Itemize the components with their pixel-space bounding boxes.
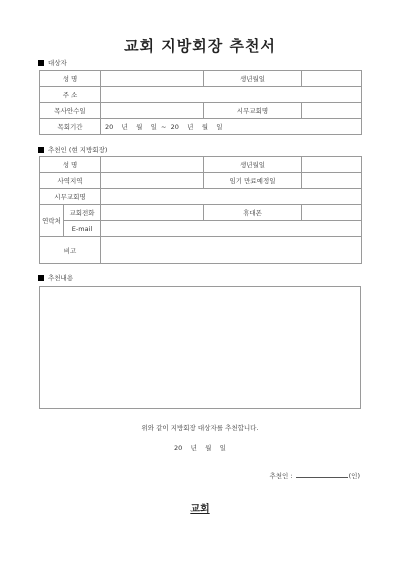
recommendation-sentence: 위와 같이 지방회장 대상자를 추천합니다. (141, 424, 259, 432)
recommender-contact-label: 연락처 (40, 205, 64, 237)
square-bullet-icon (38, 275, 44, 281)
candidate-birth-label: 생년월일 (204, 71, 302, 87)
table-row (40, 103, 362, 119)
church-name: 교회 (190, 504, 210, 515)
recommender-name-field[interactable] (101, 157, 204, 173)
table-row (40, 237, 362, 264)
candidate-name-field[interactable] (101, 71, 204, 87)
candidate-term-label: 목회기간 (40, 119, 101, 135)
recommender-mobile-field[interactable] (302, 205, 362, 221)
candidate-section-heading (38, 58, 67, 67)
table-row (40, 87, 362, 103)
candidate-name-label: 성 명 (40, 71, 101, 87)
candidate-address-field[interactable] (101, 87, 362, 103)
recommender-church-label: 시무교회명 (40, 189, 101, 205)
candidate-address-label: 주 소 (40, 87, 101, 103)
candidate-church-field[interactable] (302, 103, 362, 119)
recommender-birth-field[interactable] (302, 157, 362, 173)
recommender-section-heading (38, 145, 107, 154)
table-row (40, 189, 362, 205)
candidate-ordination-field[interactable] (101, 103, 204, 119)
table-row (40, 205, 362, 221)
content-section-heading (38, 273, 73, 282)
candidate-table (39, 70, 362, 135)
table-row (40, 157, 362, 173)
content-heading-text: 추천내용 (48, 274, 74, 282)
recommender-mobile-label: 휴대폰 (204, 205, 302, 221)
recommender-signature-blank[interactable] (296, 471, 348, 478)
candidate-ordination-label: 목사안수일 (40, 103, 101, 119)
recommender-region-field[interactable] (101, 173, 204, 189)
recommender-church-phone-field[interactable] (101, 205, 204, 221)
candidate-term-field[interactable]: 20 년 월 일 ~ 20 년 월 일 (101, 119, 362, 135)
square-bullet-icon (38, 147, 44, 153)
recommender-church-field[interactable] (101, 189, 362, 205)
square-bullet-icon (38, 60, 44, 66)
recommender-note-label: 비고 (40, 237, 101, 264)
recommender-term-end-label: 임기 만료예정일 (204, 173, 302, 189)
document-title: 교회 지방회장 추천서 (124, 37, 276, 55)
recommender-email-field[interactable] (101, 221, 362, 237)
table-row (40, 71, 362, 87)
recommender-table (39, 156, 362, 264)
recommender-note-field[interactable] (101, 237, 362, 264)
candidate-church-label: 시무교회명 (204, 103, 302, 119)
candidate-birth-field[interactable] (302, 71, 362, 87)
table-row (40, 221, 362, 237)
seal-label: (인) (348, 472, 360, 480)
recommender-church-phone-label: 교회전화 (64, 205, 101, 221)
recommender-signature-label: 추천인 : (269, 472, 293, 480)
table-row (40, 173, 362, 189)
recommendation-date: 20 년 월 일 (174, 444, 226, 452)
candidate-heading-text: 대상자 (48, 59, 67, 67)
recommender-name-label: 성 명 (40, 157, 101, 173)
table-row (40, 119, 362, 135)
recommender-term-end-field[interactable] (302, 173, 362, 189)
recommender-region-label: 사역지역 (40, 173, 101, 189)
recommendation-content-box[interactable] (39, 286, 361, 409)
recommender-heading-text: 추천인 (현 지방회장) (48, 146, 108, 154)
recommender-birth-label: 생년월일 (204, 157, 302, 173)
recommender-email-label: E-mail (64, 221, 101, 237)
recommender-signature-line (269, 471, 360, 480)
